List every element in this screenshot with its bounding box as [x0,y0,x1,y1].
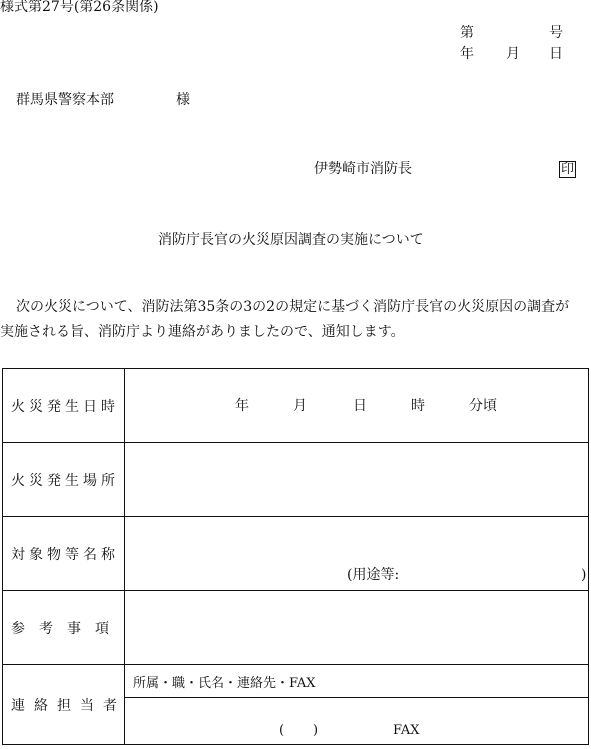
value-fire-datetime[interactable] [125,369,589,443]
datetime-day: 日 [353,398,367,414]
row-fire-location [3,443,589,517]
date-month: 月 [506,46,520,62]
sender-name: 伊勢崎市消防長 [314,161,412,177]
value-reference[interactable] [125,591,589,665]
label-target-name: 対象物等名称 [3,517,125,591]
value-target-name[interactable] [125,517,589,591]
row-contact [3,665,589,745]
doc-number-suffix: 号 [549,25,563,41]
addressee-honorific: 様 [176,92,190,108]
contact-fields-label: 所属・職・氏名・連絡先・FAX [125,665,588,698]
label-fire-location: 火災発生場所 [3,443,125,517]
date-day: 日 [549,46,563,62]
label-fire-datetime: 火災発生日時 [3,369,125,443]
notification-form-table [2,368,589,745]
seal-stamp-box: 印 [560,162,574,177]
usage-open: (用途等: [347,567,400,583]
addressee-name: 群馬県警察本部 [16,92,114,108]
document-title: 消防庁長官の火災原因調査の実施について [158,232,424,248]
datetime-minute: 分頃 [469,398,497,414]
phone-open-paren: ( [279,723,285,738]
datetime-month: 月 [293,398,307,414]
label-reference: 参考事項 [3,591,125,665]
row-target-name [3,517,589,591]
contact-phone-fax-area[interactable] [125,698,588,744]
fax-label: FAX [393,723,420,738]
phone-close-paren: ) [313,723,319,738]
date-year: 年 [460,46,474,62]
row-reference [3,591,589,665]
label-contact: 連絡担当者 [3,665,125,745]
doc-number-prefix: 第 [460,25,474,41]
form-number: 様式第27号(第26条関係) [0,0,159,15]
datetime-year: 年 [235,398,249,414]
value-contact [125,665,589,745]
body-line-1: 次の火災について、消防法第35条の3の2の規定に基づく消防庁長官の火災原因の調査が [16,299,570,315]
datetime-hour: 時 [411,398,425,414]
body-line-2: 実施される旨、消防庁より連絡がありましたので、通知します。 [0,324,405,340]
value-fire-location[interactable] [125,443,589,517]
usage-close: ) [581,567,587,583]
row-fire-datetime [3,369,589,443]
